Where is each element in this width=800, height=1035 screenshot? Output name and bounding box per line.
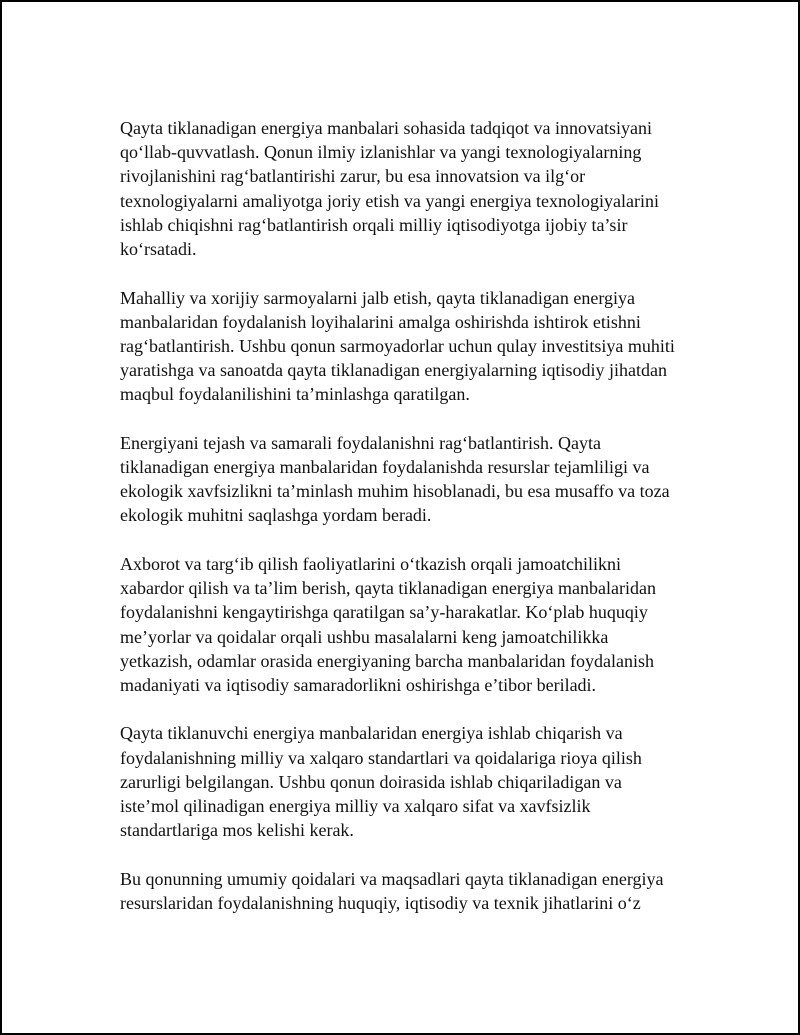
text-line: zarurligi belgilangan. Ushbu qonun doirasida ishlab chiqariladigan va: [120, 771, 622, 792]
text-line: Energiyani tejash va samarali foydalanishni rag‘batlantirish. Qayta: [120, 432, 602, 453]
text-line: Qayta tiklanadigan energiya manbalari sohasida tadqiqot va innovatsiyani: [120, 118, 653, 138]
text-line: yaratishga va sanoatda qayta tiklanadigan energiyalarning iqtisodiy jihatdan: [120, 360, 667, 381]
text-line: ekologik muhitni saqlashga yordam beradi.: [120, 505, 432, 526]
text-line: ishlab chiqishni rag‘batlantirish orqali milliy iqtisodiyotga ijobiy ta’sir: [120, 214, 628, 235]
text-line: Qayta tiklanuvchi energiya manbalaridan energiya ishlab chiqarish va: [120, 723, 623, 744]
text-line: ekologik xavfsizlikni ta’minlash muhim hisoblanadi, bu esa musaffo va toza: [120, 481, 670, 502]
text-line: ko‘rsatadi.: [120, 239, 197, 260]
paragraph-general-provisions: [120, 867, 720, 915]
text-line: Bu qonunning umumiy qoidalari va maqsadlari qayta tiklanadigan energiya: [120, 868, 664, 889]
paragraph-standards: [120, 721, 720, 842]
text-line: texnologiyalarni amaliyotga joriy etish va yangi energiya texnologiyalarini: [120, 190, 660, 211]
text-line: iste’mol qilinadigan energiya milliy va xalqaro sifat va xavfsizlik: [120, 796, 591, 817]
text-line: qo‘llab-quvvatlash. Qonun ilmiy izlanishlar va yangi texnologiyalarning: [120, 142, 642, 163]
paragraph-investment: [120, 286, 720, 407]
paragraph-research-innovation: [120, 116, 720, 261]
document-body: [120, 116, 720, 939]
text-line: yetkazish, odamlar orasida energiyaning barcha manbalaridan foydalanish: [120, 650, 654, 671]
text-line: Axborot va targ‘ib qilish faoliyatlarini o‘tkazish orqali jamoatchilikni: [120, 553, 622, 574]
text-line: xabardor qilish va ta’lim berish, qayta tiklanadigan energiya manbalaridan: [120, 578, 656, 599]
text-line: foydalanishni kengaytirishga qaratilgan sa’y-harakatlar. Ko‘plab huquqiy: [120, 602, 648, 623]
text-line: me’yorlar va qoidalar orqali ushbu masalalarni keng jamoatchilikka: [120, 626, 609, 647]
text-line: rivojlanishini rag‘batlantirishi zarur, bu esa innovatsion va ilg‘or: [120, 166, 586, 187]
text-line: resurslaridan foydalanishning huquqiy, iqtisodiy va texnik jihatlarini o‘z: [120, 892, 641, 913]
text-line: tiklanadigan energiya manbalaridan foydalanishda resurslar tejamliligi va: [120, 457, 650, 478]
text-line: rag‘batlantirish. Ushbu qonun sarmoyadorlar uchun qulay investitsiya muhiti: [120, 335, 675, 356]
paragraph-public-awareness: [120, 552, 720, 697]
text-line: Mahalliy va xorijiy sarmoyalarni jalb etish, qayta tiklanadigan energiya: [120, 287, 636, 308]
text-line: standartlariga mos kelishi kerak.: [120, 820, 354, 841]
text-line: madaniyati va iqtisodiy samaradorlikni oshirishga e’tibor beriladi.: [120, 674, 597, 695]
text-line: maqbul foydalanilishini ta’minlashga qaratilgan.: [120, 384, 470, 405]
text-line: manbalaridan foydalanish loyihalarini amalga oshirishda ishtirok etishni: [120, 311, 641, 332]
text-line: foydalanishning milliy va xalqaro standartlari va qoidalariga rioya qilish: [120, 747, 642, 768]
paragraph-energy-saving: [120, 431, 720, 528]
